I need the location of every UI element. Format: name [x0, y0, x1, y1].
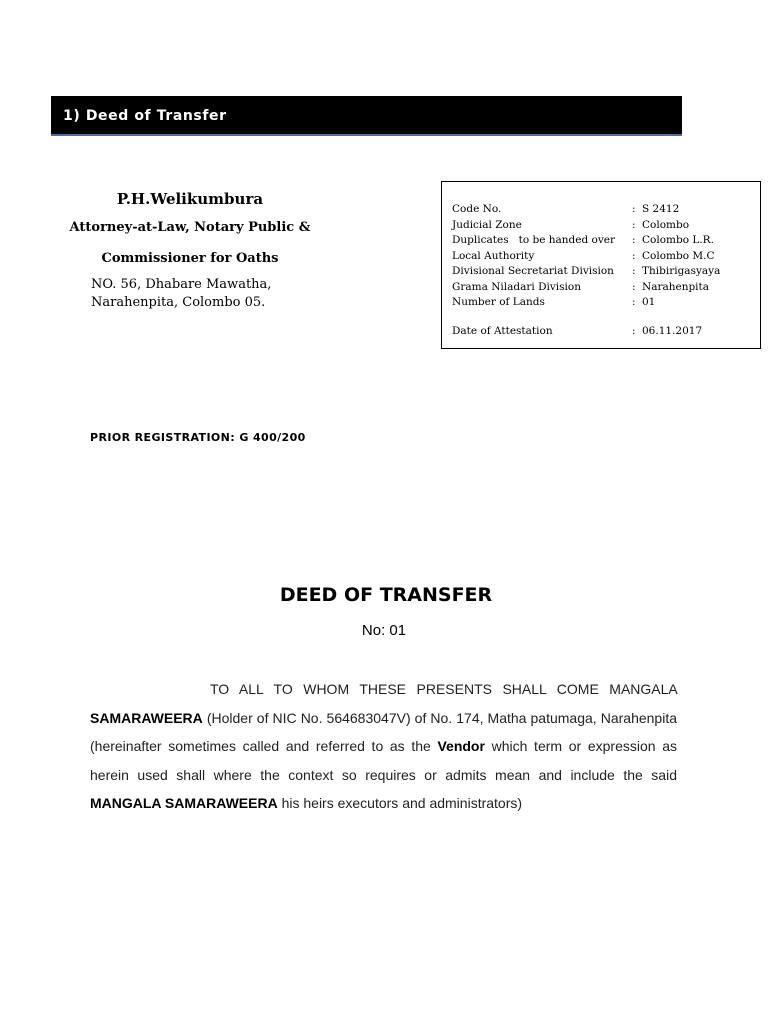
info-label: Grama Niladari Division	[452, 280, 581, 293]
deed-title-text: DEED OF TRANSFER	[279, 584, 493, 606]
vendor-name-bold-2: MANGALA SAMARAWEERA	[90, 795, 278, 811]
info-value: S 2412	[642, 203, 680, 215]
info-label: Number of Lands	[452, 296, 545, 308]
attorney-title-line1: Attorney-at-Law, Notary Public &	[69, 220, 311, 235]
info-row-number-of-lands	[452, 295, 760, 311]
attorney-address	[55, 276, 325, 312]
body-text-part3: which term or expression as herein used shall where the context so requires or admits mean and include the said	[90, 738, 677, 783]
info-separator: :	[632, 280, 636, 293]
attorney-name: P.H.Welikumbura	[116, 190, 264, 208]
vendor-name-bold: SAMARAWEERA	[90, 709, 203, 726]
deed-info-box	[441, 181, 761, 349]
info-separator: :	[632, 265, 636, 277]
attorney-title-line2: Commissioner for Oaths	[101, 251, 279, 266]
info-value: Colombo M.C	[642, 249, 715, 262]
info-value: 06.11.2017	[642, 324, 703, 337]
info-row-divisional-secretariat	[452, 264, 760, 280]
info-label: Code No.	[452, 203, 502, 215]
info-value: Thibirigasyaya	[642, 265, 721, 277]
info-row-date-of-attestation	[452, 324, 760, 340]
info-separator: :	[632, 203, 636, 215]
info-row-code-no	[452, 202, 760, 218]
info-value: 01	[642, 296, 656, 308]
info-separator: :	[632, 234, 636, 246]
info-label: Local Authority	[452, 249, 535, 262]
section-header-title: 1) Deed of Transfer	[63, 108, 227, 124]
info-value: Narahenpita	[642, 280, 710, 293]
attorney-address-line1: NO. 56, Dhabare Mawatha,	[91, 277, 272, 292]
deed-title	[0, 584, 768, 606]
section-header-banner	[51, 96, 682, 136]
info-row-local-authority	[452, 249, 760, 265]
body-text-part1: TO ALL TO WHOM THESE PRESENTS SHALL COME MANGALA	[210, 681, 677, 697]
info-row-duplicates	[452, 233, 760, 249]
body-text-part4: his heirs executors and administrators)	[277, 795, 523, 811]
info-row-judicial-zone	[452, 218, 760, 234]
info-separator: :	[632, 218, 636, 231]
info-row-grama-niladari	[452, 280, 760, 296]
deed-body-paragraph	[90, 675, 677, 818]
vendor-term-bold: Vendor	[437, 738, 485, 754]
info-value: Colombo L.R.	[642, 234, 714, 246]
info-separator: :	[632, 296, 636, 308]
attorney-block	[55, 190, 325, 312]
attorney-address-line2: Narahenpita, Colombo 05.	[91, 295, 266, 310]
info-separator: :	[632, 249, 636, 262]
prior-registration: PRIOR REGISTRATION: G 400/200	[90, 431, 306, 444]
body-text-part2: (Holder of NIC No. 564683047V) of No. 174, Matha patumaga, Narahenpita (hereinafter sometimes called and referred to as the	[90, 709, 677, 754]
info-label: Duplicates to be handed over	[452, 234, 616, 246]
deed-number: No: 01	[361, 622, 407, 639]
info-label: Judicial Zone	[452, 218, 522, 231]
info-value: Colombo	[642, 218, 690, 231]
info-separator: :	[632, 324, 636, 337]
info-label: Date of Attestation	[452, 324, 553, 337]
info-label: Divisional Secretariat Division	[452, 265, 614, 277]
